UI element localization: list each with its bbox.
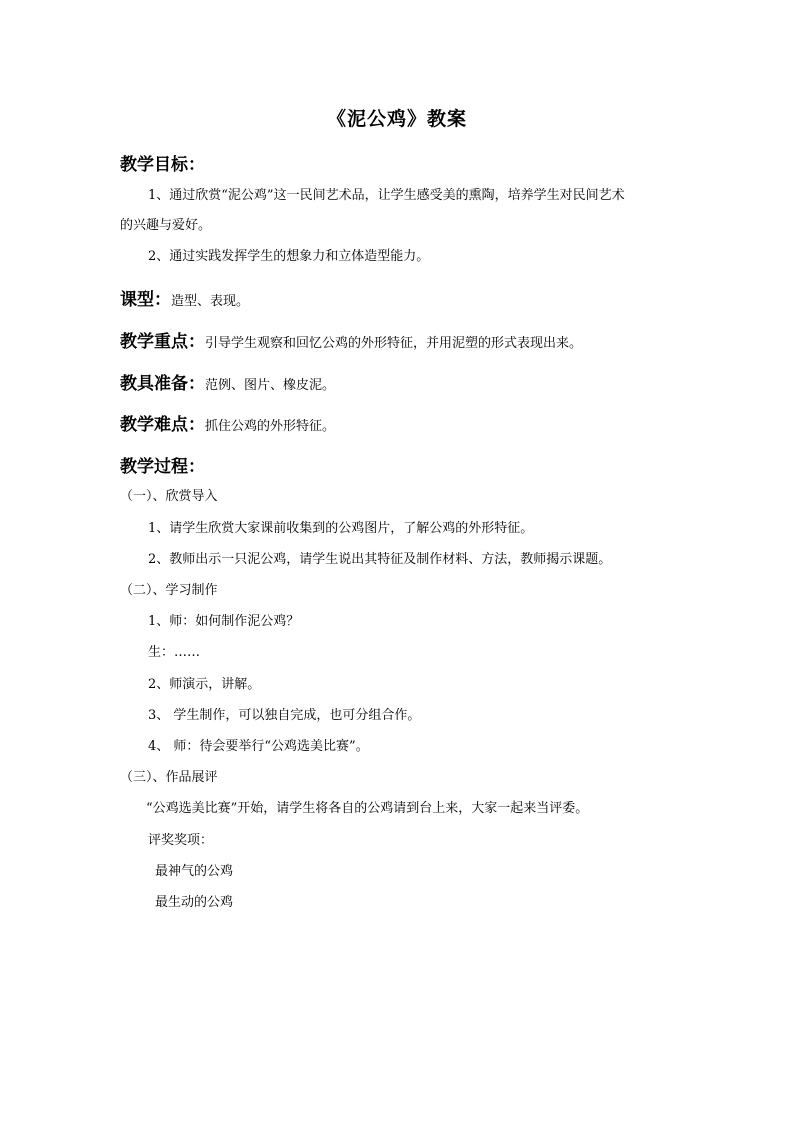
lesson-type-row: [120, 285, 249, 310]
objective-2: 2、通过实践发挥学生的想象力和立体造型能力。: [148, 249, 430, 264]
part-2-student-reply: 生：……: [148, 645, 201, 660]
objective-1-line-2: 的兴趣与爱好。: [120, 218, 212, 233]
part-2-item-3: 3、 学生制作，可以独自完成，也可分组合作。: [148, 708, 421, 723]
document-title: 《泥公鸡》教案: [326, 108, 467, 130]
part-3-intro: “公鸡选美比赛”开始，请学生将各自的公鸡请到台上来，大家一起来当评委。: [146, 801, 589, 816]
difficulty-value: 抓住公鸡的外形特征。: [205, 419, 336, 434]
part-1-item-1: 1、请学生欣赏大家课前收集到的公鸡图片，了解公鸡的外形特征。: [148, 521, 534, 536]
part-2-title: （二）、学习制作: [120, 583, 218, 598]
lesson-type-label: 课型：: [120, 290, 171, 310]
key-points-label: 教学重点：: [120, 332, 205, 352]
part-2-item-4: 4、 师：待会要举行“公鸡选美比赛”。: [148, 739, 369, 754]
materials-row: [120, 369, 335, 394]
part-1-item-2: 2、教师出示一只泥公鸡，请学生说出其特征及制作材料、方法，教师揭示课题。: [148, 552, 612, 567]
award-2: 最生动的公鸡: [155, 895, 234, 910]
materials-value: 范例、图片、橡皮泥。: [205, 378, 336, 393]
award-1: 最神气的公鸡: [155, 864, 234, 879]
objective-1-line-1: 1、通过欣赏“泥公鸡”这一民间艺术品，让学生感受美的熏陶，培养学生对民间艺术: [148, 188, 625, 203]
part-2-item-2: 2、师演示，讲解。: [148, 677, 261, 692]
lesson-type-value: 造型、表现。: [171, 294, 250, 309]
part-2-item-1: 1、师：如何制作泥公鸡？: [148, 614, 300, 629]
materials-label: 教具准备：: [120, 374, 205, 394]
part-3-title: （三）、作品展评: [120, 770, 218, 785]
key-points-row: [120, 327, 582, 352]
objectives-heading: 教学目标：: [120, 155, 205, 175]
difficulty-label: 教学难点：: [120, 415, 205, 435]
difficulty-row: [120, 410, 335, 435]
part-1-title: （一）、欣赏导入: [120, 489, 218, 504]
awards-label: 评奖奖项：: [148, 833, 214, 848]
key-points-value: 引导学生观察和回忆公鸡的外形特征，并用泥塑的形式表现出来。: [205, 336, 583, 351]
process-heading: 教学过程：: [120, 457, 205, 477]
